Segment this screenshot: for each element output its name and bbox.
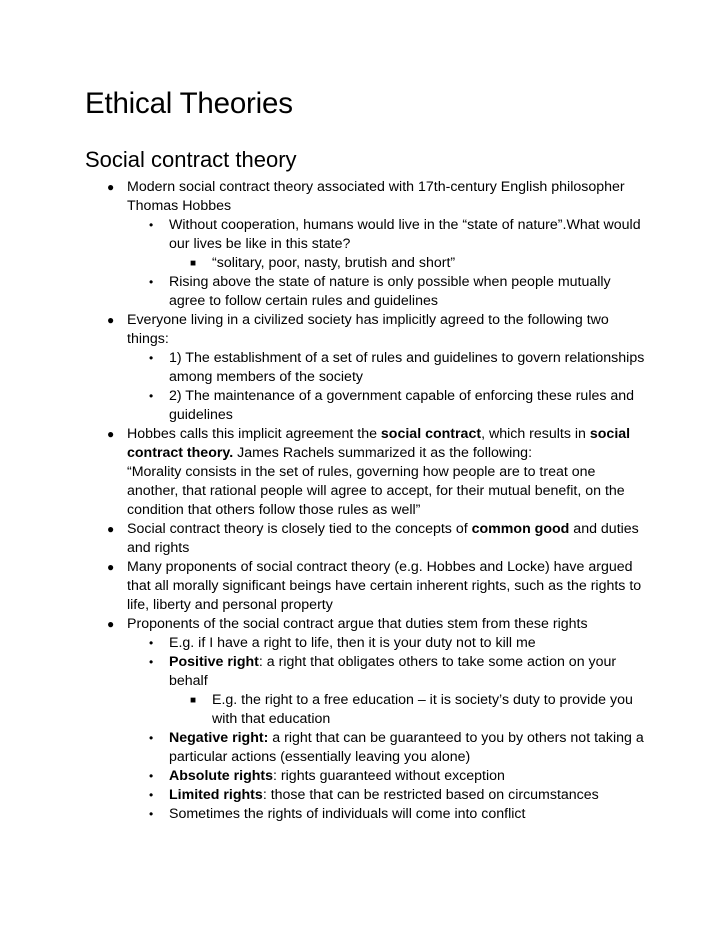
list-item-text [169, 768, 505, 784]
text-run: a right that can be guaranteed to you by others not taking a particular actions (essentially leaving you alone) [169, 730, 644, 765]
text-run: “Morality consists in the set of rules, governing how people are to treat one another, that rational people will agree to accept, for their mutual benefit, on the condition that others follow those rules as well” [127, 464, 625, 518]
list-item-text [127, 426, 630, 518]
bullet-icon: • [149, 655, 154, 669]
text-run: James Rachels summarized it as the following: [233, 445, 533, 461]
list-item-text [127, 559, 641, 613]
bullet-icon: • [149, 275, 154, 289]
text-run: Sometimes the rights of individuals will come into conflict [169, 806, 526, 822]
list-item [85, 311, 650, 349]
bullet-icon: ● [107, 180, 115, 194]
list-item-text [127, 179, 625, 214]
text-run: “solitary, poor, nasty, brutish and short” [212, 255, 456, 271]
document-title: Ethical Theories [85, 87, 293, 120]
list-item [85, 425, 650, 520]
list-item-text [169, 654, 616, 689]
bullet-icon: ■ [190, 695, 197, 706]
text-run: : those that can be restricted based on circumstances [262, 787, 599, 803]
text-run: Modern social contract theory associated with 17th-century English philosopher Thomas Hobbes [127, 179, 625, 214]
bullet-icon: • [149, 769, 154, 783]
text-run: : rights guaranteed without exception [273, 768, 505, 784]
list-item-text [212, 692, 633, 727]
section-heading: Social contract theory [85, 147, 297, 172]
bold-term: social contract [380, 426, 482, 442]
bullet-icon: ● [107, 617, 115, 631]
list-item [85, 520, 650, 558]
list-item [85, 387, 650, 425]
text-run: Social contract theory is closely tied to the concepts of [127, 521, 472, 537]
text-run: , which results in [481, 426, 590, 442]
bullet-icon: • [149, 636, 154, 650]
list-item-text [169, 274, 611, 309]
list-item [85, 805, 650, 824]
list-item-text [212, 255, 455, 271]
list-item-text [169, 388, 634, 423]
bold-term: Absolute rights [169, 768, 274, 784]
bold-term: Negative right: [169, 730, 269, 746]
text-run: E.g. if I have a right to life, then it is your duty not to kill me [169, 635, 536, 651]
bold-term: social contract theory. [127, 426, 631, 461]
list-item [85, 216, 650, 254]
list-item-text [169, 787, 599, 803]
list-item-text [169, 806, 525, 822]
list-item-text [169, 635, 536, 651]
bullet-icon: ● [107, 313, 115, 327]
bullet-icon: • [149, 731, 154, 745]
bullet-icon: • [149, 389, 154, 403]
list-item [85, 178, 650, 216]
text-run: Everyone living in a civilized society has implicitly agreed to the following two things: [127, 312, 609, 347]
list-item [85, 273, 650, 311]
text-run: E.g. the right to a free education – it is society’s duty to provide you with that education [212, 692, 633, 727]
text-run: 1) The establishment of a set of rules and guidelines to govern relationships among members of the society [169, 350, 645, 385]
list-item [85, 767, 650, 786]
list-item-text [169, 730, 644, 765]
text-run: Hobbes calls this implicit agreement the [127, 426, 381, 442]
bullet-icon: • [149, 807, 154, 821]
text-run: 2) The maintenance of a government capable of enforcing these rules and guidelines [169, 388, 635, 423]
text-run: and duties and rights [127, 521, 639, 556]
text-run: Rising above the state of nature is only possible when people mutually agree to follow certain rules and guidelines [169, 274, 611, 309]
list-item [85, 729, 650, 767]
text-run: : a right that obligates others to take some action on your behalf [169, 654, 617, 689]
text-run: Proponents of the social contract argue that duties stem from these rights [127, 616, 588, 632]
bold-term: common good [471, 521, 570, 537]
list-item [85, 558, 650, 615]
list-item [85, 653, 650, 691]
list-item-text [127, 312, 609, 347]
list-item [85, 254, 650, 273]
bullet-icon: • [149, 218, 154, 232]
list-item [85, 691, 650, 729]
text-run: Many proponents of social contract theory (e.g. Hobbes and Locke) have argued that all morally significant beings have certain inherent rights, such as the rights to life, liberty and personal property [127, 559, 642, 613]
list-item-text [169, 217, 641, 252]
bold-term: Limited rights [169, 787, 263, 803]
list-item-text [169, 350, 644, 385]
bullet-icon: ● [107, 427, 115, 441]
list-item [85, 349, 650, 387]
text-run: Without cooperation, humans would live in the “state of nature”.What would our lives be like in this state? [169, 217, 641, 252]
list-item-text [127, 521, 639, 556]
bullet-icon: ● [107, 522, 115, 536]
bullet-icon: ● [107, 560, 115, 574]
list-item [85, 786, 650, 805]
bullet-icon: ■ [190, 258, 197, 269]
list-item [85, 634, 650, 653]
bullet-icon: • [149, 788, 154, 802]
bullet-list [85, 178, 650, 824]
list-item [85, 615, 650, 634]
list-item-text [127, 616, 588, 632]
bullet-icon: • [149, 351, 154, 365]
bold-term: Positive right [169, 654, 259, 670]
